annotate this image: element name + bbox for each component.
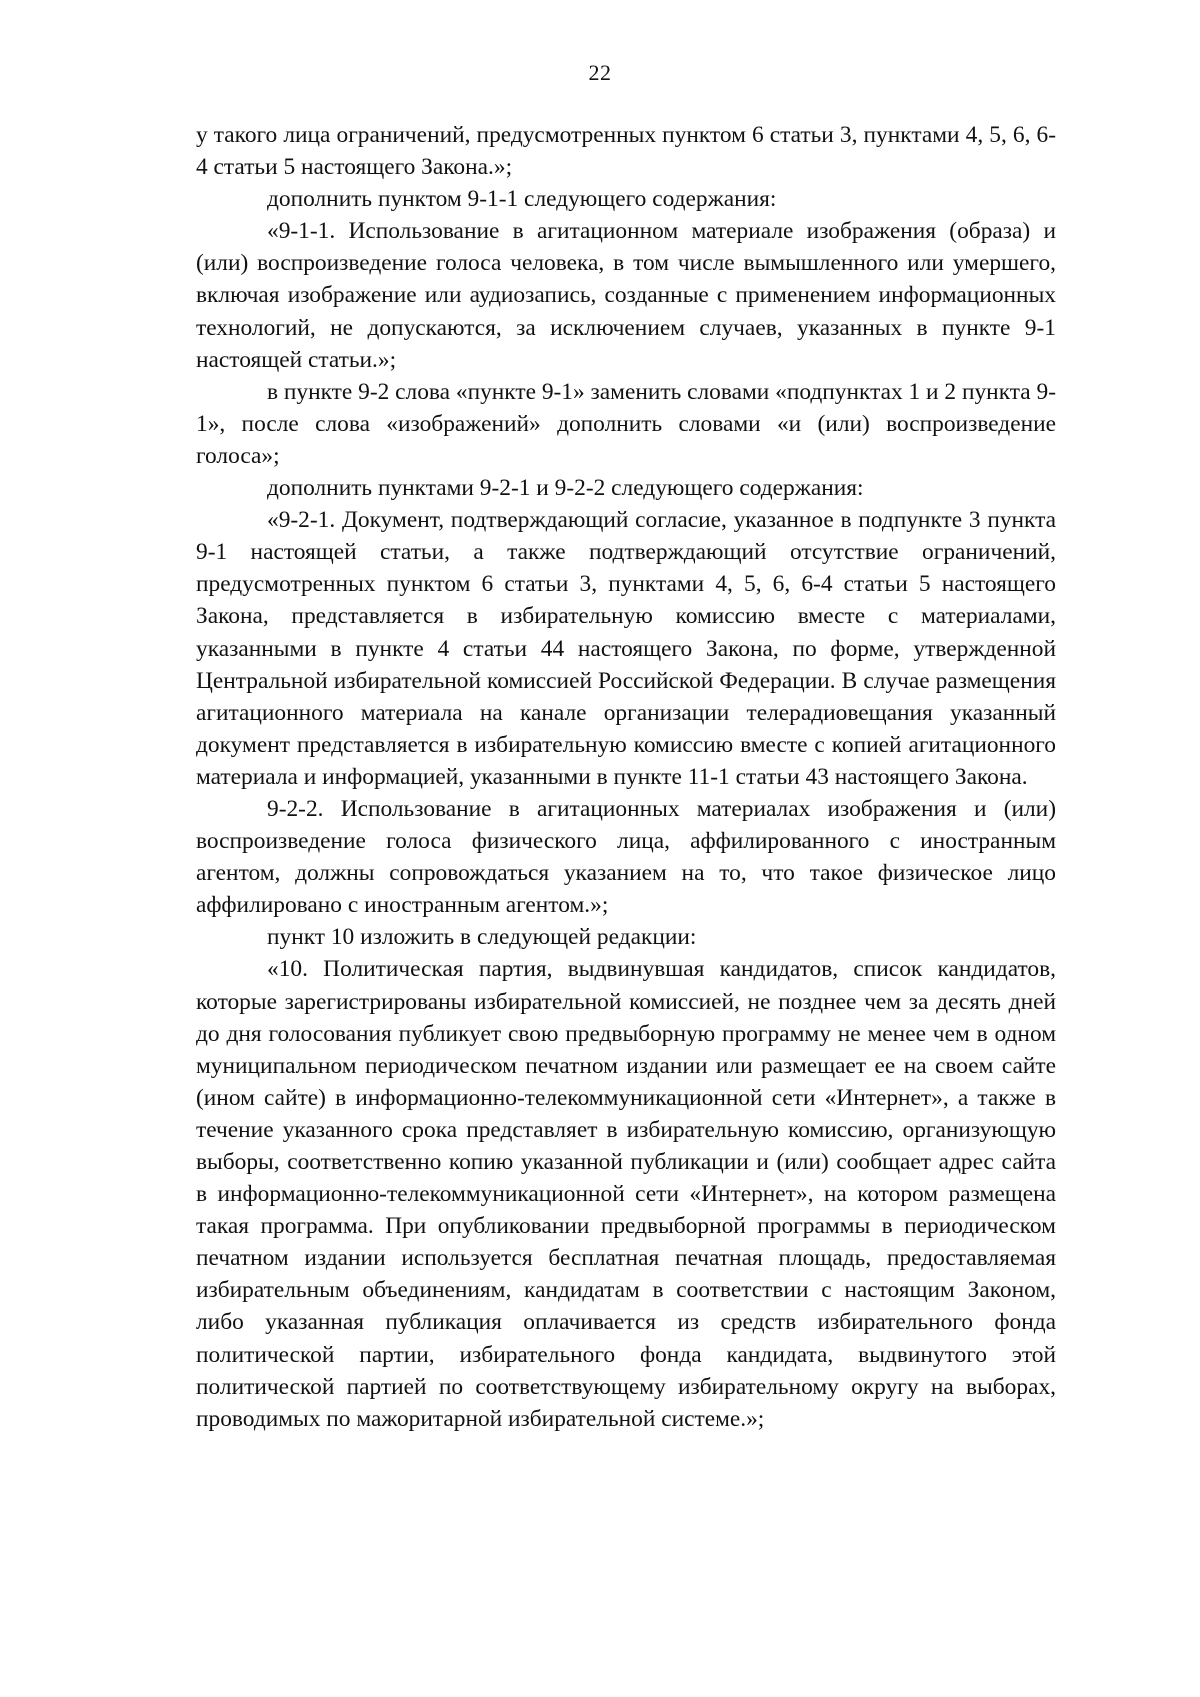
- paragraph: «9-2-1. Документ, подтверждающий согласие, указанное в подпункте 3 пункта 9-1 настоящей статьи, а также подтверждающий отсутствие ограничений, предусмотренных пунктом 6 статьи 3, пунктами 4, 5, 6, 6-4 статьи 5 настоящего Закона, представляется в избирательную комиссию вместе с материалами, указанными в пункте 4 статьи 44 настоящего Закона, по форме, утвержденной Центральной избирательной комиссией Российской Федерации. В случае размещения агитационного материала на канале организации телерадиовещания указанный документ представляется в избирательную комиссию вместе с копией агитационного материала и информацией, указанными в пункте 11-1 статьи 43 настоящего Закона.: [196, 507, 1056, 790]
- paragraph: в пункте 9-2 слова «пункте 9-1» заменить словами «подпунктах 1 и 2 пункта 9-1», после слова «изображений» дополнить словами «и (или) воспроизведение голоса»;: [196, 378, 1056, 469]
- paragraph: «9-1-1. Использование в агитационном материале изображения (образа) и (или) воспроизведение голоса человека, в том числе вымышленного или умершего, включая изображение или аудиозапись, созданные с применением информационных технологий, не допускаются, за исключением случаев, указанных в пункте 9-1 настоящей статьи.»;: [196, 218, 1056, 373]
- document-body: [196, 119, 1056, 1435]
- paragraph: дополнить пунктами 9-2-1 и 9-2-2 следующего содержания:: [267, 475, 864, 502]
- paragraph: у такого лица ограничений, предусмотренных пунктом 6 статьи 3, пунктами 4, 5, 6, 6-4 статьи 5 настоящего Закона.»;: [196, 122, 1056, 181]
- paragraph: «10. Политическая партия, выдвинувшая кандидатов, список кандидатов, которые зарегистрированы избирательной комиссией, не позднее чем за десять дней до дня голосования публикует свою предвыборную программу не менее чем в одном муниципальном периодическом печатном издании или размещает ее на своем сайте (ином сайте) в информационно-телекоммуникационной сети «Интернет», а также в течение указанного срока представляет в избирательную комиссию, организующую выборы, соответственно копию указанной публикации и (или) сообщает адрес сайта в информационно-телекоммуникационной сети «Интернет», на котором размещена такая программа. При опубликовании предвыборной программы в периодическом печатном издании используется бесплатная печатная площадь, предоставляемая избирательным объединениям, кандидатам в соответствии с настоящим Законом, либо указанная публикация оплачивается из средств избирательного фонда политической партии, избирательного фонда кандидата, выдвинутого этой политической партией по соответствующему избирательному округу на выборах, проводимых по мажоритарной избирательной системе.»;: [196, 956, 1056, 1432]
- paragraph: пункт 10 изложить в следующей редакции:: [267, 924, 697, 951]
- paragraph: дополнить пунктом 9-1-1 следующего содержания:: [267, 186, 777, 213]
- paragraph: 9-2-2. Использование в агитационных материалах изображения и (или) воспроизведение голоса физического лица, аффилированного с иностранным агентом, должны сопровождаться указанием на то, что такое физическое лицо аффилировано с иностранным агентом.»;: [196, 795, 1056, 919]
- page-number: 22: [588, 60, 612, 85]
